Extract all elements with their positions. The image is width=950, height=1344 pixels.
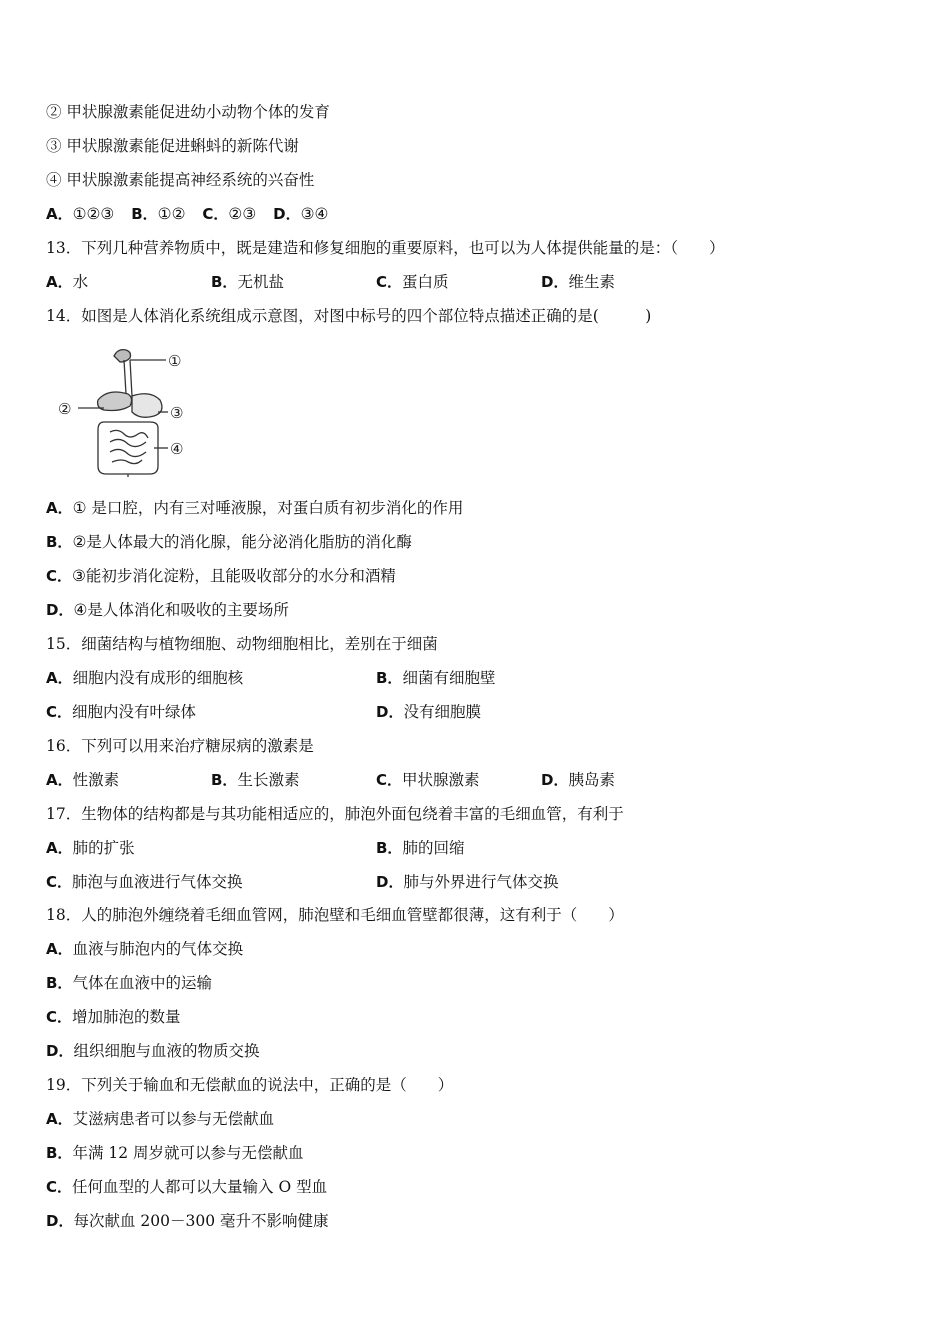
- option-text: ①②: [157, 205, 186, 223]
- option-label: A．: [46, 499, 73, 517]
- q14-option-a: [46, 498, 463, 518]
- option-text: 细菌有细胞壁: [402, 669, 496, 687]
- option-text: ④是人体消化和吸收的主要场所: [73, 601, 289, 619]
- q18-option-c: [46, 1007, 181, 1027]
- figure-label-4: ④: [170, 440, 184, 458]
- option-text: 细胞内没有成形的细胞核: [72, 669, 244, 687]
- q17-stem: 17．生物体的结构都是与其功能相适应的，肺泡外面包绕着丰富的毛细血管，有利于: [46, 805, 624, 823]
- option-text: 年满 12 周岁就可以参与无偿献血: [72, 1144, 304, 1162]
- option-label: B．: [376, 839, 403, 857]
- q14-option-b: [46, 532, 412, 552]
- esophagus-shape: [124, 360, 132, 396]
- option-label: B．: [376, 669, 403, 687]
- q13-option-a: [46, 272, 88, 292]
- option-label: C．: [46, 567, 73, 585]
- option-text: 甲状腺激素: [402, 771, 480, 789]
- option-text: 蛋白质: [402, 273, 449, 291]
- option-label: D．: [46, 1212, 74, 1230]
- q16-option-d: [541, 770, 615, 790]
- q14-option-d: [46, 600, 289, 620]
- option-label: C．: [202, 205, 229, 223]
- option-label: A．: [46, 273, 73, 291]
- option-label: C．: [46, 1178, 73, 1196]
- option-text: 水: [72, 273, 89, 291]
- option-text: ②③: [228, 205, 257, 223]
- option-label: B．: [131, 205, 158, 223]
- mouth-shape: [114, 350, 131, 362]
- option-text: 气体在血液中的运输: [72, 974, 212, 992]
- q15-option-a: [46, 668, 243, 688]
- q16-option-a: [46, 770, 119, 790]
- q18-option-d: [46, 1041, 259, 1061]
- q17-option-c: [46, 872, 243, 892]
- option-label: A．: [46, 839, 73, 857]
- option-text: 没有细胞膜: [403, 703, 481, 721]
- statement-3: ③ 甲状腺激素能促进蝌蚪的新陈代谢: [46, 137, 299, 155]
- option-text: ③能初步消化淀粉，且能吸收部分的水分和酒精: [72, 567, 396, 585]
- option-text: 肺与外界进行气体交换: [403, 873, 559, 891]
- option-text: 血液与肺泡内的气体交换: [72, 940, 244, 958]
- q15-stem: 15．细菌结构与植物细胞、动物细胞相比，差别在于细菌: [46, 635, 438, 653]
- q17-option-d: [376, 872, 558, 892]
- option-label: C．: [376, 771, 403, 789]
- q18-option-b: [46, 973, 212, 993]
- q12-options: [46, 204, 328, 224]
- q19-stem: 19．下列关于输血和无偿献血的说法中，正确的是（ ）: [46, 1076, 454, 1094]
- option-text: 增加肺泡的数量: [72, 1008, 181, 1026]
- q17-option-a: [46, 838, 135, 858]
- option-label: D．: [541, 273, 569, 291]
- figure-label-3: ③: [170, 404, 184, 422]
- option-text: 肺的扩张: [72, 839, 135, 857]
- option-label: D．: [46, 601, 74, 619]
- option-text: 生长激素: [237, 771, 300, 789]
- option-label: A．: [46, 771, 73, 789]
- q19-option-a: [46, 1109, 274, 1129]
- q13-option-c: [376, 272, 449, 292]
- q13-stem: 13．下列几种营养物质中，既是建造和修复细胞的重要原料，也可以为人体提供能量的是：（ ）: [46, 239, 725, 257]
- q15-option-c: [46, 702, 196, 722]
- q17-option-b: [376, 838, 464, 858]
- q15-option-b: [376, 668, 495, 688]
- option-label: A．: [46, 940, 73, 958]
- q16-option-b: [211, 770, 299, 790]
- option-label: C．: [376, 273, 403, 291]
- q14-stem: 14．如图是人体消化系统组成示意图，对图中标号的四个部位特点描述正确的是( ): [46, 307, 652, 325]
- q18-option-a: [46, 939, 243, 959]
- option-text: ① 是口腔，内有三对唾液腺，对蛋白质有初步消化的作用: [72, 499, 464, 517]
- option-label: D．: [273, 205, 301, 223]
- small-intestine-shape: [110, 430, 148, 463]
- q13-option-d: [541, 272, 615, 292]
- large-intestine-shape: [98, 422, 158, 474]
- option-text: 无机盐: [237, 273, 284, 291]
- option-label: D．: [46, 1042, 74, 1060]
- option-label: C．: [46, 873, 73, 891]
- q16-stem: 16．下列可以用来治疗糖尿病的激素是: [46, 737, 314, 755]
- option-label: B．: [46, 533, 73, 551]
- option-label: B．: [211, 771, 238, 789]
- option-label: C．: [46, 1008, 73, 1026]
- option-label: B．: [46, 974, 73, 992]
- q14-option-c: [46, 566, 396, 586]
- figure-label-1: ①: [168, 352, 182, 370]
- statement-2: ② 甲状腺激素能促进幼小动物个体的发育: [46, 103, 330, 121]
- q18-stem: 18．人的肺泡外缠绕着毛细血管网，肺泡壁和毛细血管壁都很薄，这有利于（ ）: [46, 906, 624, 924]
- option-text: ②是人体最大的消化腺，能分泌消化脂肪的消化酶: [72, 533, 412, 551]
- stomach-shape: [132, 394, 162, 418]
- option-label: C．: [46, 703, 73, 721]
- option-text: 肺的回缩: [402, 839, 465, 857]
- option-text: 任何血型的人都可以大量输入 O 型血: [72, 1178, 328, 1196]
- option-label: B．: [46, 1144, 73, 1162]
- option-label: A．: [46, 669, 73, 687]
- option-text: ①②③: [72, 205, 115, 223]
- q13-option-b: [211, 272, 284, 292]
- option-text: 胰岛素: [568, 771, 615, 789]
- option-text: 细胞内没有叶绿体: [72, 703, 197, 721]
- option-label: D．: [376, 873, 404, 891]
- statement-4: ④ 甲状腺激素能提高神经系统的兴奋性: [46, 171, 315, 189]
- option-text: 性激素: [72, 771, 120, 789]
- option-label: A．: [46, 205, 73, 223]
- q19-option-b: [46, 1143, 304, 1163]
- option-label: D．: [541, 771, 569, 789]
- digestive-system-figure: [54, 342, 194, 477]
- option-label: B．: [211, 273, 238, 291]
- q16-option-c: [376, 770, 480, 790]
- option-text: 每次献血 200－300 毫升不影响健康: [73, 1212, 329, 1230]
- option-text: 维生素: [568, 273, 615, 291]
- figure-label-2: ②: [58, 400, 72, 418]
- option-text: 艾滋病患者可以参与无偿献血: [72, 1110, 275, 1128]
- option-label: A．: [46, 1110, 73, 1128]
- q19-option-d: [46, 1211, 328, 1231]
- option-text: 组织细胞与血液的物质交换: [73, 1042, 260, 1060]
- option-label: D．: [376, 703, 404, 721]
- q15-option-d: [376, 702, 481, 722]
- option-text: 肺泡与血液进行气体交换: [72, 873, 243, 891]
- q19-option-c: [46, 1177, 327, 1197]
- option-text: ③④: [300, 205, 329, 223]
